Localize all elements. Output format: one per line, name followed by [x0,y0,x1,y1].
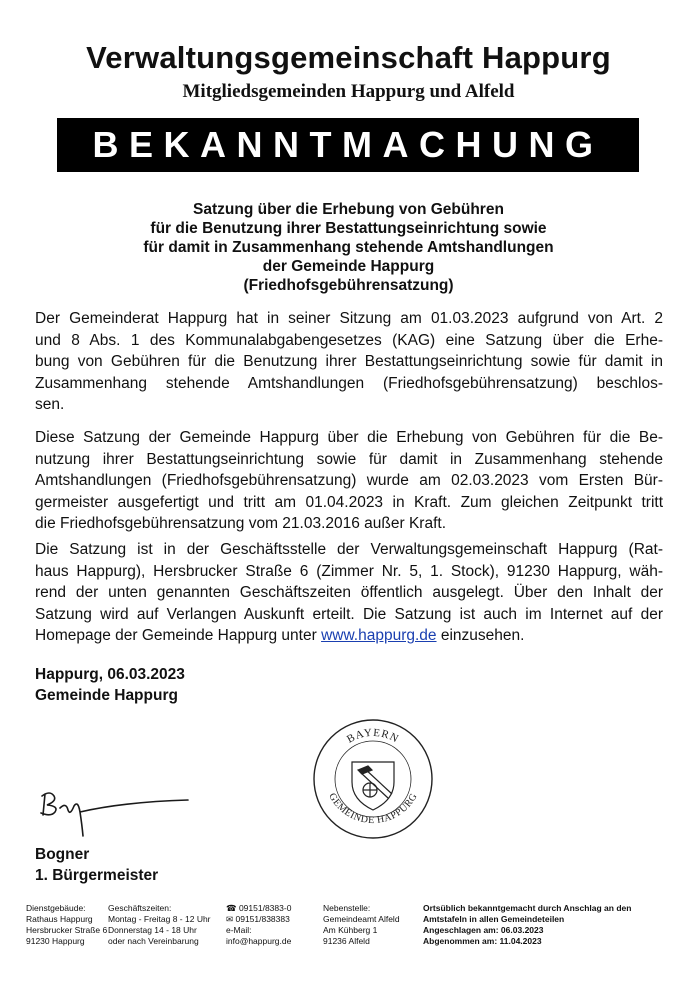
text-line: Diese Satzung der Gemeinde Happurg über die Erhebung von Gebühren für die Be- [35,429,663,446]
subject-line: für damit in Zusammenhang stehende Amtshandlungen [143,239,554,256]
footer-office-address [26,903,107,947]
text-line: Die Satzung ist in der Geschäftsstelle der Verwaltungsgemeinschaft Happurg (Rat- [35,541,663,558]
text-fragment: einzusehen. [436,627,525,644]
subject-line: (Friedhofsgebührensatzung) [243,277,454,294]
footer-line: Nebenstelle: [323,903,371,913]
homepage-link[interactable]: www.happurg.de [321,627,437,644]
subject-line: für die Benutzung ihrer Bestattungseinrichtung sowie [150,220,547,237]
subject-line: Satzung über die Erhebung von Gebühren [193,201,504,218]
footer-line: Hersbrucker Straße 6 [26,925,108,935]
text-line: haus Happurg), Hersbrucker Straße 6 (Zimmer Nr. 5, 1. Stock), 91230 Happurg, wäh- [35,562,663,580]
subject-line: der Gemeinde Happurg [262,258,435,275]
footer-phone: 09151/8383-0 [238,903,292,913]
text-line: bung von Gebühren für die Benutzung ihrer Bestattungseinrichtung sowie für damit in [35,353,663,370]
footer-line: oder nach Vereinbarung [108,936,199,946]
seal-top-text: BAYERN [344,726,401,746]
statute-subject [100,200,597,295]
footer-line: Amtstafeln in allen Gemeindeteilen [423,914,565,924]
text-fragment: Homepage der Gemeinde Happurg unter [35,627,322,644]
footer-line: Ortsüblich bekanntgemacht durch Anschlag an den [423,903,632,913]
place-and-date-block [35,664,185,706]
authority-title: Verwaltungsgemeinschaft Happurg [86,40,611,75]
signer-block [35,844,158,886]
municipal-seal [312,718,434,840]
member-municipalities: Mitgliedsgemeinden Happurg und Alfeld [182,81,515,102]
seal-bottom-text: GEMEINDE HAPPURG [326,791,420,827]
footer-line: Donnerstag 14 - 18 Uhr [108,925,197,935]
text-line: die Friedhofsgebührensatzung vom 21.03.2016 außer Kraft. [35,515,447,532]
place-date: Happurg, 06.03.2023 [35,666,185,683]
coat-of-arms-icon [352,762,394,810]
footer-line: Angeschlagen am: 06.03.2023 [423,925,544,935]
footer-line: Dienstgebäude: [26,903,86,913]
footer-contact [226,903,291,947]
footer-line: 91230 Happurg [26,936,85,946]
text-line: germeister ausgefertigt und tritt am 01.04.2023 in Kraft. Zum gleichen Zeitpunkt tritt [35,493,663,511]
issuing-authority: Gemeinde Happurg [35,687,178,704]
fax-icon: ✉ [226,914,236,924]
phone-icon: ☎ [226,903,239,913]
footer-fax: 09151/838383 [235,914,290,924]
footer-line: 91236 Alfeld [323,936,370,946]
text-line: Amtshandlungen (Friedhofsgebührensatzung) wurde am 02.03.2023 vom Ersten Bür- [35,472,663,489]
footer-line: Geschäftszeiten: [108,903,172,913]
text-line [35,625,663,647]
signer-title: 1. Bürgermeister [35,867,159,884]
text-line: Der Gemeinderat Happurg hat in seiner Sitzung am 01.03.2023 aufgrund von Art. 2 [35,310,663,327]
footer-branch-office [323,903,400,947]
footer-posting-notice [423,903,631,947]
text-line: sen. [35,396,65,413]
footer-office-hours [108,903,211,947]
footer-line: Rathaus Happurg [26,914,93,924]
text-line: und 8 Abs. 1 des Kommunalabgabengesetzes (KAG) eine Satzung über die Erhe- [35,331,663,349]
footer-line: Abgenommen am: 11.04.2023 [423,936,542,946]
text-line: Satzung wird auf Verlangen Auskunft erteilt. Die Satzung ist auch im Internet auf der [35,605,663,623]
announcement-banner: BEKANNTMACHUNG [57,118,639,172]
footer-line: Gemeindeamt Alfeld [323,914,400,924]
footer-line: Montag - Freitag 8 - 12 Uhr [108,914,211,924]
footer-email[interactable]: info@happurg.de [226,936,292,946]
paragraph-inspection [35,539,663,647]
paragraph-resolution [35,308,663,416]
paragraph-effective-date [35,427,663,535]
text-line: Zusammenhang stehende Amtshandlungen (Friedhofsgebührensatzung) beschlos- [35,374,663,392]
text-line: rend der unten genannten Geschäftszeiten öffentlich ausgelegt. Über den Inhalt der [35,584,663,601]
mayor-signature [28,780,198,840]
text-line: nutzung ihrer Bestattungseinrichtung sowie für damit in Zusammenhang stehende [35,450,663,468]
footer-line: e-Mail: [226,925,252,935]
signer-name: Bogner [35,846,90,863]
footer-line: Am Kühberg 1 [323,925,378,935]
